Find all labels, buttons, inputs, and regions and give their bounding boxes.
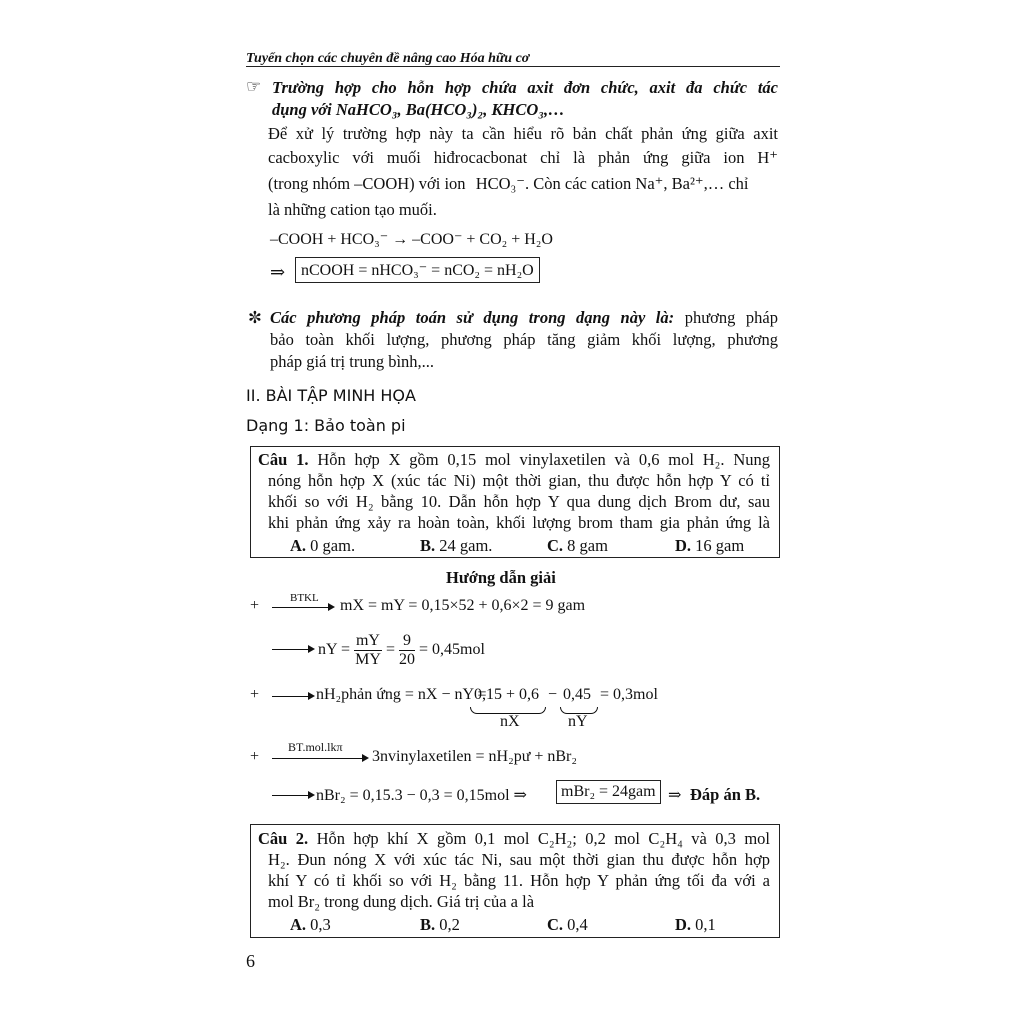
section1-para-line4: là những cation tạo muối.: [268, 200, 437, 219]
type-title: Dạng 1: Bảo toàn pi: [246, 416, 406, 435]
step4-arrow-shaft: [272, 758, 364, 759]
option-key: C.: [547, 536, 564, 555]
step2-lhs: nY =: [318, 641, 350, 658]
option-value: 0,4: [567, 915, 588, 934]
page-number: 6: [246, 951, 255, 971]
para3-end: . Còn các cation Na⁺, Ba²⁺,… chỉ: [525, 174, 749, 193]
section1-para-line1: Để xử lý trường hợp này ta cần hiểu rõ bản chất phản ứng giữa axit: [268, 124, 778, 143]
option-key: B.: [420, 915, 436, 934]
option-key: A.: [290, 915, 307, 934]
header-rule: [246, 66, 780, 67]
q1-label: Câu 1.: [258, 450, 309, 469]
q2-line1-text: Hỗn hợp khí X gồm 0,1 mol C₂H₂; 0,2 mol C₂H₄ và 0,3 mol: [316, 829, 771, 848]
step2-rhs: = 0,45mol: [419, 641, 485, 658]
q2-option-a: [290, 914, 331, 936]
q1-option-c: [547, 535, 608, 557]
step3-term-a: 0,15 + 0,6: [474, 686, 540, 703]
section2-lead-rest: phương pháp: [684, 308, 778, 327]
step1-equation: mX = mY = 0,15×52 + 0,6×2 = 9 gam: [340, 597, 586, 614]
step3-minus: −: [548, 686, 558, 703]
step2-arrow-shaft: [272, 649, 310, 650]
option-key: A.: [290, 536, 307, 555]
q2-label: Câu 2.: [258, 829, 309, 848]
step3-under-a: nX: [500, 713, 520, 730]
step3-lhs: nH₂phản ứng = nX − nY =: [316, 686, 487, 703]
boxed-relation: nCOOH = nHCO₃⁻ = nCO₂ = nH₂O: [295, 257, 540, 283]
section1-para-line2: cacboxylic với muối hiđrocacbonat chỉ là phản ứng giữa ion H⁺: [268, 148, 778, 167]
step1-arrow-label: BTKL: [290, 592, 319, 604]
step2-fraction-numeric: [399, 632, 415, 669]
option-key: D.: [675, 536, 692, 555]
option-value: 16 gam: [695, 536, 745, 555]
q2-option-d: [675, 914, 716, 936]
reaction-equation: –COOH + HCO₃⁻ → –COO⁻ + CO₂ + H₂O: [270, 231, 553, 248]
section1-heading-line2: dụng với NaHCO₃, Ba(HCO₃)₂, KHCO₃,…: [272, 100, 565, 119]
q1-line3: khối so với H₂ bằng 10. Dẫn hỗn hợp Y qua dung dịch Brom dư, sau: [268, 492, 770, 511]
step5-boxed-result: mBr₂ = 24gam: [556, 780, 661, 804]
fraction-denominator: 20: [399, 650, 416, 668]
q1-line4: khi phản ứng xảy ra hoàn toàn, khối lượng brom tham gia phản ứng là: [268, 513, 770, 532]
implies-arrow: ⇒: [270, 262, 286, 282]
fraction-denominator: MY: [355, 650, 381, 668]
option-value: 24 gam.: [439, 536, 493, 555]
q1-line1-text: Hỗn hợp X gồm 0,15 mol vinylaxetilen và 0,6 mol H₂. Nung: [317, 450, 771, 469]
option-key: C.: [547, 915, 564, 934]
q2-option-b: [420, 914, 460, 936]
step5-arrow-shaft: [272, 795, 310, 796]
option-value: 0,2: [439, 915, 460, 934]
step4-arrow-label: BT.mol.lkπ: [288, 740, 343, 754]
q2-line4: mol Br₂ trong dung dịch. Giá trị của a là: [268, 892, 535, 911]
step1-arrow-shaft: [272, 607, 330, 608]
option-key: B.: [420, 536, 436, 555]
section2-line1: [270, 307, 778, 329]
star-bullet-icon: ✼: [248, 308, 262, 327]
q1-option-d: [675, 535, 744, 557]
step1-plus: +: [250, 597, 260, 614]
step4-plus: +: [250, 748, 260, 765]
solution-title: Hướng dẫn giải: [446, 568, 556, 587]
step2-fraction-symbolic: [354, 632, 382, 669]
section2-lead: Các phương pháp toán sử dụng trong dạng này là:: [270, 308, 675, 327]
step3-term-b: 0,45: [563, 686, 591, 703]
q2-line3: khí Y có tỉ khối so với H₂ bằng 11. Hỗn hợp Y phản ứng tối đa với a: [268, 871, 770, 890]
option-value: 0 gam.: [310, 536, 356, 555]
section2-line2: bảo toàn khối lượng, phương pháp tăng giảm khối lượng, phương: [270, 330, 778, 349]
section1-para-line3: [268, 173, 749, 195]
q1-line1: [258, 449, 770, 471]
part-title: II. BÀI TẬP MINH HỌA: [246, 386, 416, 405]
step3-plus: +: [250, 686, 260, 703]
hco3-ion: HCO₃⁻: [475, 174, 525, 193]
para3-start: (trong nhóm –COOH) với ion: [268, 174, 466, 193]
pointing-hand-icon: ☞: [246, 77, 262, 96]
q2-line1: [258, 828, 770, 850]
fraction-numerator: mY: [355, 631, 380, 649]
q2-line2: H₂. Đun nóng X với xúc tác Ni, sau một thời gian thu được hỗn hợp: [268, 850, 770, 869]
fraction-numerator: 9: [399, 632, 415, 651]
q2-option-c: [547, 914, 588, 936]
step3-under-b: nY: [568, 713, 588, 730]
q1-option-b: [420, 535, 492, 557]
step4-arrow-head: [362, 754, 369, 762]
step2-equation: [318, 628, 485, 672]
step3-arrow-head: [308, 692, 315, 700]
step1-arrow-head: [328, 603, 335, 611]
q1-line2: nóng hỗn hợp X (xúc tác Ni) một thời gian, thu được hỗn hợp Y có tỉ: [268, 471, 770, 490]
step2-arrow-head: [308, 645, 315, 653]
step4-equation: 3nvinylaxetilen = nH₂pư + nBr₂: [372, 748, 577, 765]
step5-implies: ⇒: [668, 787, 682, 804]
step3-arrow-shaft: [272, 696, 310, 697]
step3-rhs: = 0,3mol: [600, 686, 658, 703]
running-header: Tuyển chọn các chuyên đề nâng cao Hóa hữu cơ: [246, 51, 530, 66]
section2-line3: pháp giá trị trung bình,...: [270, 352, 435, 371]
option-value: 0,1: [695, 915, 716, 934]
option-key: D.: [675, 915, 692, 934]
q1-option-a: [290, 535, 355, 557]
step5-equation: nBr₂ = 0,15.3 − 0,3 = 0,15mol ⇒: [316, 787, 527, 804]
option-value: 0,3: [310, 915, 331, 934]
section1-heading-line1: Trường hợp cho hỗn hợp chứa axit đơn chức, axit đa chức tác: [272, 78, 778, 97]
answer-label: Đáp án B.: [690, 785, 761, 804]
option-value: 8 gam: [567, 536, 608, 555]
step5-arrow-head: [308, 791, 315, 799]
equals: =: [385, 641, 396, 658]
